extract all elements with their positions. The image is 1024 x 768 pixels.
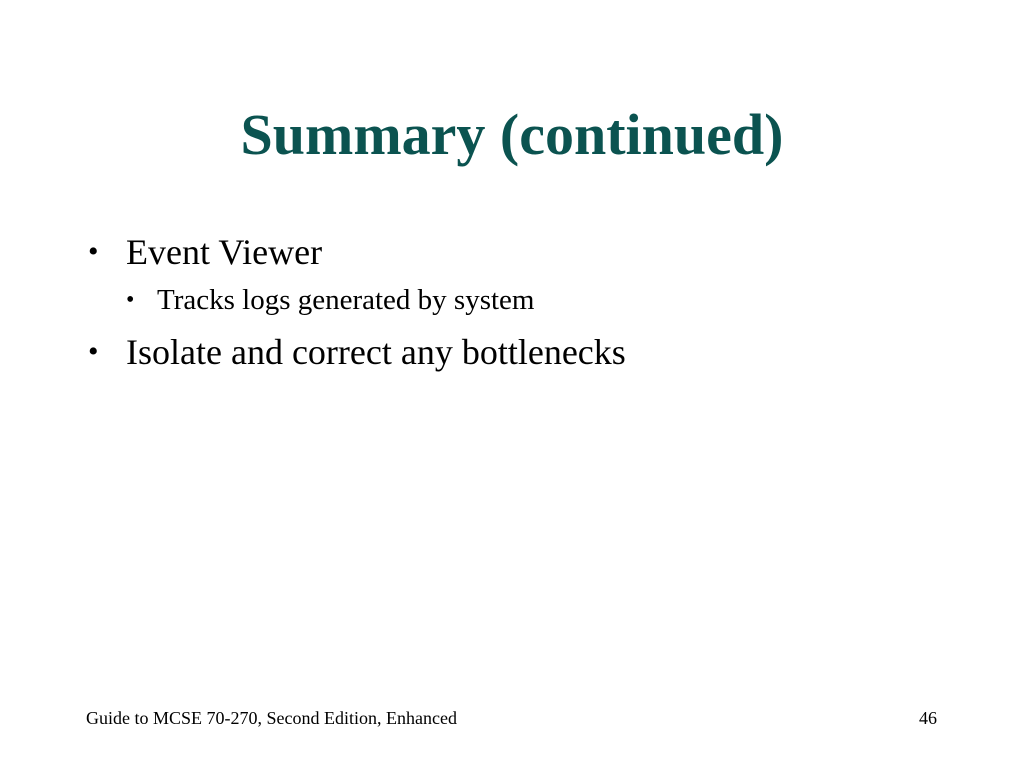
sub-bullet-item [126, 280, 966, 320]
bullet-item-event-viewer [86, 228, 966, 320]
slide-title: Summary (continued) [240, 102, 784, 167]
bullet-item-bottlenecks [86, 328, 966, 376]
bullet-icon: • [88, 335, 99, 368]
bullet-icon: • [88, 235, 99, 268]
slide-body [86, 228, 966, 376]
footer-course-title: Guide to MCSE 70-270, Second Edition, Enhanced [86, 708, 457, 728]
footer-page-number: 46 [919, 708, 937, 728]
sub-bullet-list [126, 280, 966, 320]
sub-bullet-text: Tracks logs generated by system [157, 284, 535, 316]
bullet-text: Isolate and correct any bottlenecks [126, 332, 626, 372]
bullet-text: Event Viewer [126, 232, 323, 272]
sub-bullet-icon: • [126, 287, 135, 313]
bullet-list [86, 228, 966, 376]
